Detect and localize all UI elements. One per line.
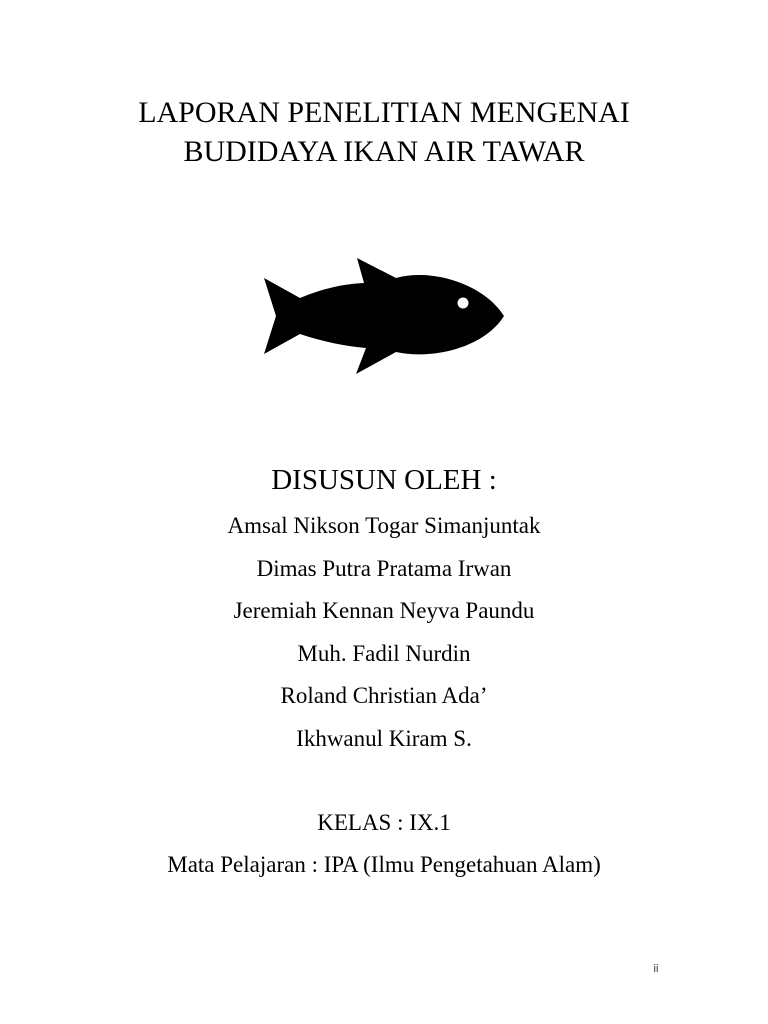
author-name: Roland Christian Ada’ — [280, 683, 488, 708]
document-title — [0, 93, 768, 171]
class-line: KELAS : IX.1 — [317, 810, 451, 835]
author-name: Muh. Fadil Nurdin — [297, 640, 471, 666]
fish-icon — [262, 256, 506, 376]
author-list — [0, 508, 768, 763]
author-name: Jeremiah Kennan Neyva Paundu — [233, 598, 535, 623]
title-line-2: BUDIDAYA IKAN AIR TAWAR — [183, 135, 585, 168]
authored-by-heading: DISUSUN OLEH : — [271, 464, 497, 496]
subject-line: Mata Pelajaran : IPA (Ilmu Pengetahuan Alam) — [167, 852, 601, 877]
author-name: Ikhwanul Kiram S. — [296, 725, 472, 751]
author-name: Amsal Nikson Togar Simanjuntak — [227, 513, 541, 538]
page-number: ii — [653, 963, 659, 975]
author-name: Dimas Putra Pratama Irwan — [256, 555, 512, 581]
title-line-1: LAPORAN PENELITIAN MENGENAI — [138, 96, 630, 129]
